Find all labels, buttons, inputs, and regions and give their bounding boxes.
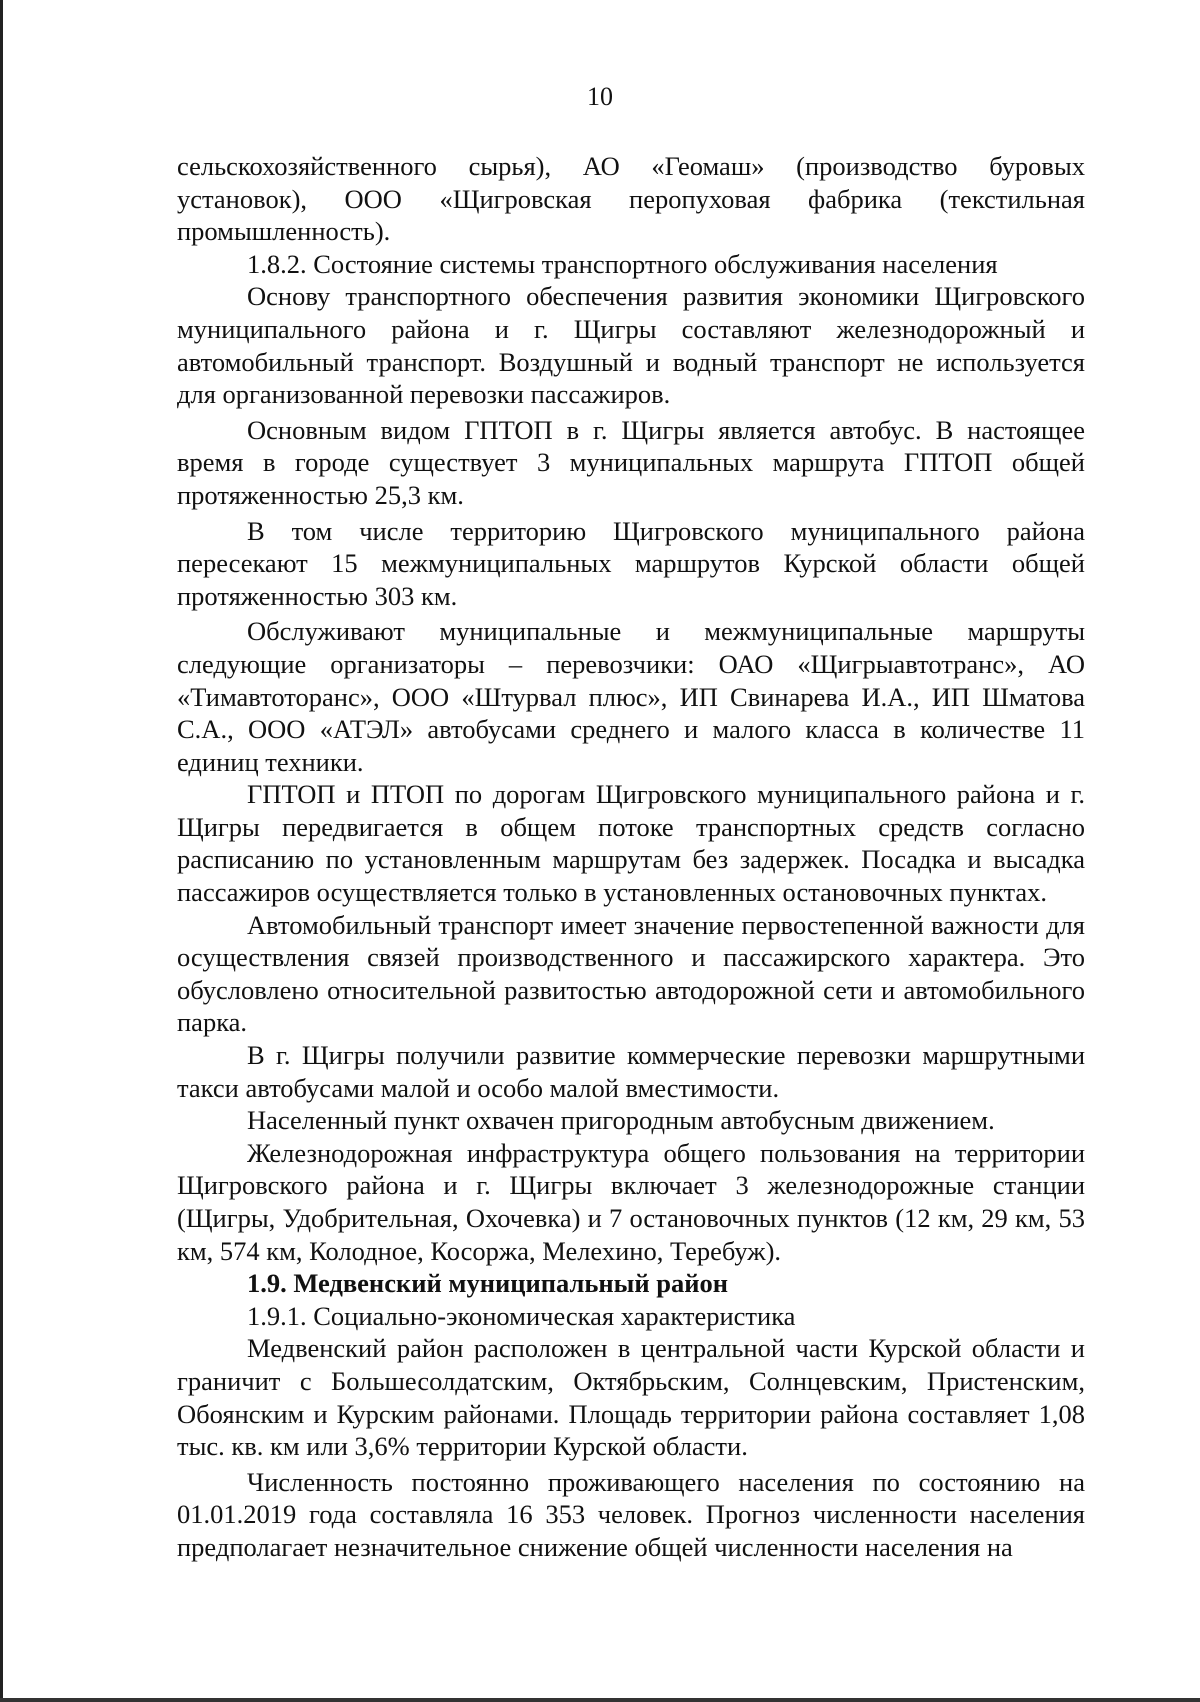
scan-edge-left	[0, 0, 3, 1702]
paragraph-traffic-flow: ГПТОП и ПТОП по дорогам Щигровского муниципального района и г. Щигры передвигается в общем потоке транспортных средств согласно расписанию по установленным маршрутам без задержек. Посадка и высадка пассажиров осуществляется только в установленных остановочных пунктах.	[177, 779, 1085, 908]
paragraph-commercial-transport: В г. Щигры получили развитие коммерческие перевозки маршрутными такси автобусами малой и особо малой вместимости.	[177, 1040, 1085, 1103]
paragraph-suburban-bus: Населенный пункт охвачен пригородным автобусным движением.	[247, 1105, 995, 1136]
paragraph-intro-continuation: сельскохозяйственного сырья), АО «Геомаш» (производство буровых установок), ООО «Щигровская перопуховая фабрика (текстильная промышленность).	[177, 151, 1085, 247]
paragraph-bus-routes: Основным видом ГПТОП в г. Щигры является автобус. В настоящее время в городе существует 3 муниципальных маршрута ГПТОП общей протяженностью 25,3 км.	[177, 414, 1085, 510]
paragraph-intermunicipal-routes: В том числе территорию Щигровского муниципального района пересекают 15 межмуниципальных маршрутов Курской области общей протяженностью 303 км.	[177, 515, 1085, 611]
paragraph-carriers: Обслуживают муниципальные и межмуниципальные маршруты следующие организаторы – перевозчики: ОАО «Щигрыавтотранс», АО «Тимавтоторанс», ООО «Штурвал плюс», ИП Свинарева И.А., ИП Шматова С.А., ООО «АТЭЛ» автобусами среднего и малого класса в количестве 11 единиц техники.	[177, 616, 1085, 777]
paragraph-transport-basis: Основу транспортного обеспечения развития экономики Щигровского муниципального района и г. Щигры составляют железнодорожный и автомобильный транспорт. Воздушный и водный транспорт не используется для организованной перевозки пассажиров.	[177, 281, 1085, 410]
paragraph-road-transport-importance: Автомобильный транспорт имеет значение первостепенной важности для осуществления связей производственного и пассажирского характера. Это обусловлено относительной развитостью автодорожной сети и автомобильного парка.	[177, 909, 1085, 1038]
page-number: 10	[587, 82, 613, 111]
section-heading-1-8-2: 1.8.2. Состояние системы транспортного обслуживания населения	[247, 248, 998, 279]
section-heading-1-9-1: 1.9.1. Социально-экономическая характеристика	[247, 1300, 796, 1331]
paragraph-medvensky-location: Медвенский район расположен в центральной части Курской области и граничит с Большесолдатским, Октябрьским, Солнцевским, Пристенским, Обоянским и Курским районами. Площадь территории района составляет 1,08 тыс. кв. км или 3,6% территории Курской области.	[177, 1333, 1085, 1462]
paragraph-population: Численность постоянно проживающего населения по состоянию на 01.01.2019 года составляла 16 353 человек. Прогноз численности населения предполагает незначительное снижение общей численности населения на	[177, 1466, 1085, 1562]
section-heading-1-9: 1.9. Медвенский муниципальный район	[247, 1268, 729, 1299]
scan-edge-bottom	[0, 1698, 1200, 1702]
document-body	[177, 150, 1085, 1564]
paragraph-railway-infrastructure: Железнодорожная инфраструктура общего пользования на территории Щигровского района и г. Щигры включает 3 железнодорожные станции (Щигры, Удобрительная, Охочевка) и 7 остановочных пунктов (12 км, 29 км, 53 км, 574 км, Колодное, Косоржа, Мелехино, Теребуж).	[177, 1137, 1085, 1266]
